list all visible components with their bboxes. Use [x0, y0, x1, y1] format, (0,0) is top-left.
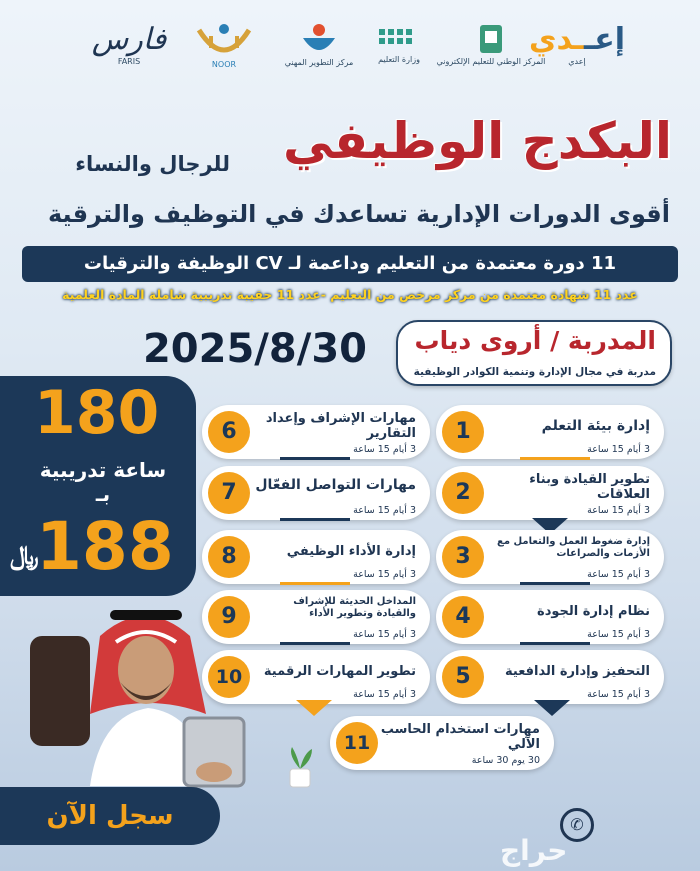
course-card-6 [202, 405, 430, 459]
course-name: التحفيز وإدارة الدافعية [505, 664, 650, 679]
connector-bar [520, 642, 590, 645]
course-card-2 [436, 466, 664, 520]
page-title: البكدج الوظيفي [282, 112, 672, 170]
course-duration: 3 أيام 15 ساعة [587, 689, 650, 700]
course-duration: 3 أيام 15 ساعة [587, 629, 650, 640]
currency-icon: ﷼ [10, 541, 39, 571]
course-date: 2025/8/30 [142, 326, 368, 372]
course-card-5 [436, 650, 664, 704]
course-card-1 [436, 405, 664, 459]
connector-bar [520, 457, 590, 460]
ministry-icon [374, 25, 424, 55]
by-label: بـ [95, 482, 111, 506]
trainer-role: مدربة في مجال الإدارة وتنمية الكوادر الوظيفية [413, 366, 656, 378]
course-duration: 3 أيام 15 ساعة [353, 689, 416, 700]
course-number: 7 [208, 472, 250, 514]
course-duration: 3 أيام 15 ساعة [353, 505, 416, 516]
course-name: تطوير المهارات الرقمية [263, 664, 416, 679]
course-card-3 [436, 530, 664, 584]
course-number: 4 [442, 596, 484, 638]
connector-bar [280, 518, 350, 521]
price: 188 [36, 508, 174, 585]
course-duration: 3 أيام 15 ساعة [353, 569, 416, 580]
training-hours: 180 [34, 378, 160, 448]
course-duration: 3 أيام 15 ساعة [587, 505, 650, 516]
noor-icon [189, 20, 259, 60]
course-duration: 3 أيام 15 ساعة [353, 444, 416, 455]
elearning-icon [476, 23, 506, 57]
noor-logo: NOOR [182, 14, 266, 76]
watermark: حراج [500, 834, 568, 867]
ministry-logo: وزارة التعليم [362, 14, 436, 76]
course-name: مهارات التواصل الفعّال [255, 477, 416, 493]
page-subtitle: للرجال والنساء [75, 152, 230, 176]
course-card-11 [330, 716, 554, 770]
tagline: أقوى الدورات الإدارية تساعدك في التوظيف والترقية [47, 200, 670, 228]
pd-icon [299, 22, 339, 58]
trainer-name: المدربة / أروى دياب [414, 326, 656, 355]
course-number: 9 [208, 596, 250, 638]
course-card-8 [202, 530, 430, 584]
trainer-person-illustration [30, 596, 260, 796]
iaadi-logo: إعــدي إعدي [528, 22, 626, 66]
course-name: مهارات استخدام الحاسب الآلي [380, 722, 540, 752]
arrow-down-icon [296, 700, 332, 716]
course-number: 6 [208, 411, 250, 453]
course-number: 2 [442, 472, 484, 514]
course-number: 5 [442, 656, 484, 698]
whatsapp-icon[interactable]: ✆ [560, 808, 594, 842]
arrow-down-icon [534, 700, 570, 716]
courses-banner: 11 دورة معتمدة من التعليم وداعمة لـ CV الوظيفة والترقيات [22, 246, 678, 282]
course-name: المداخل الحديثة للإشراف والقيادة وتطوير الأداء [293, 596, 416, 619]
register-now-button[interactable]: سجل الآن [0, 787, 220, 845]
faris-logo: ﻓﺎﺭﺱ FARIS [91, 22, 167, 66]
course-number: 10 [208, 656, 250, 698]
connector-bar [520, 582, 590, 585]
course-name: تطوير القيادة وبناء العلاقات [529, 472, 650, 502]
course-duration: 30 يوم 30 ساعة [471, 755, 540, 766]
course-name: مهارات الإشراف وإعداد التقارير [265, 411, 416, 441]
course-number: 8 [208, 536, 250, 578]
course-name: نظام إدارة الجودة [537, 604, 650, 619]
course-duration: 3 أيام 15 ساعة [353, 629, 416, 640]
course-name: إدارة ضغوط العمل والتعامل مع الأزمات والصراعات [496, 536, 650, 559]
course-number: 3 [442, 536, 484, 578]
course-card-4 [436, 590, 664, 644]
professional-development-logo: مركز التطوير المهني [282, 14, 356, 76]
plant-icon [282, 745, 318, 789]
offer-panel [0, 376, 196, 596]
course-number: 1 [442, 411, 484, 453]
course-duration: 3 أيام 15 ساعة [587, 444, 650, 455]
certificates-banner: عدد 11 شهادة معتمدة من مركز مرخص من التعليم -عدد 11 حقيبة تدريبية شاملة المادة العلمية [62, 287, 638, 302]
course-number: 11 [336, 722, 378, 764]
course-duration: 3 أيام 15 ساعة [587, 569, 650, 580]
trainer-card [396, 320, 672, 386]
connector-bar [280, 642, 350, 645]
connector-bar [280, 582, 350, 585]
training-hours-label: ساعة تدريبية [39, 458, 167, 482]
course-card-7 [202, 466, 430, 520]
elearning-center-logo: المركز الوطني للتعليم الإلكتروني [446, 14, 536, 76]
course-name: إدارة بيئة التعلم [541, 418, 650, 434]
course-name: إدارة الأداء الوظيفي [286, 544, 416, 559]
connector-bar [280, 457, 350, 460]
